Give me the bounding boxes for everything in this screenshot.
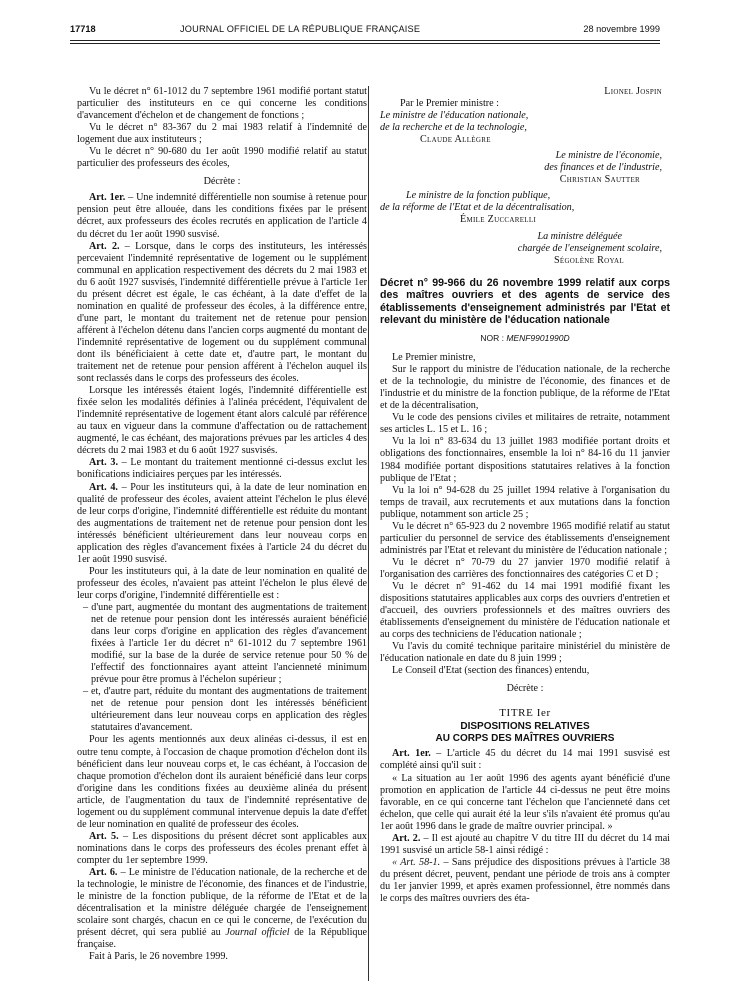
visa-paragraph: Vu le décret n° 83-367 du 2 mai 1983 relatif à l'indemnité de logement due aux instituteurs ; <box>77 122 367 146</box>
quoted-paragraph: « La situation au 1er août 1996 des agents ayant bénéficié d'une promotion en application de l'article 44 ci-dessus ne peut être moins favorable, en ce qui concerne tant l'échelon que l'ancienneté dans cet échelon, que celle qui aurait été la leur s'ils n'avaient été promus qu'au 1er août 1996 dans le grade de maître ouvrier principal. » <box>380 772 670 832</box>
signatory-role: de la recherche et de la technologie, <box>380 122 527 134</box>
article-label: Art. 1er. <box>392 748 431 760</box>
article-label: Art. 4. <box>89 481 118 493</box>
article-paragraph: Lorsque les intéressés étaient logés, l'indemnité différentielle est fixée selon les modalités définies à l'alinéa précédent, l'équivalent de l'indemnité représentative de logement étant alors calculé par référence au taux en vigueur dans la commune d'affectation ou de rattachement augmenté, le cas échéant, des majorations prévues par les articles 4 des décrets du 2 mai 1983 et du 6 août 1927 susvisés. <box>77 385 367 457</box>
article-label: Art. 2. <box>392 832 421 844</box>
signatory-role: Le ministre de l'éducation nationale, <box>380 110 529 122</box>
list-item: – et, d'autre part, réduite du montant des augmentations de traitement net de retenue pour pension dont les intéressés bénéficient ultérieurement dans leur nouveau corps en application des règles statutaires d'avancement. <box>83 686 367 734</box>
article-5: Art. 5. – Les dispositions du présent décret sont applicables aux nominations dans le corps des professeurs des écoles prenant effet à compter du 1er septembre 1999. <box>77 830 367 866</box>
decrete-heading: Décrète : <box>506 683 544 695</box>
nor-reference: NOR : MENF9901990D <box>480 333 570 344</box>
titre-subheading: AU CORPS DES MAÎTRES OUVRIERS <box>435 733 615 745</box>
signatory-name: Émile Zuccarelli <box>460 214 537 226</box>
visa-paragraph: Vu la loi n° 94-628 du 25 juillet 1994 relative à l'organisation du temps de travail, aux recrutements et aux mutations dans la fonction publique, notamment son article 25 ; <box>380 484 670 520</box>
header-rule-bottom <box>70 43 660 44</box>
visa-paragraph: Vu le code des pensions civiles et militaires de retraite, notamment ses articles L. 15 et L. 16 ; <box>380 412 670 436</box>
list-item: – d'une part, augmentée du montant des augmentations de traitement net de retenue pour pension dont les intéressés auraient bénéficié dans leur corps d'origine en application des règles d'avancement fixées à l'article 1er du décret n° 61-1012 du 7 septembre 1961 modifié, sur la base de la durée de service retenue pour 50 % de l'effectif des fonctionnaires ayant atteint l'ancienneté minimum prévue pour être promus à l'échelon supérieur ; <box>83 601 367 686</box>
article-label: Art. 6. <box>89 867 118 878</box>
article-label: Art. 1er. <box>89 192 126 204</box>
journal-title: JOURNAL OFFICIEL DE LA RÉPUBLIQUE FRANÇAISE <box>180 24 421 34</box>
article-2: Art. 2. – Il est ajouté au chapitre V du titre III du décret du 14 mai 1991 susvisé un article 58-1 ainsi rédigé : <box>380 832 670 856</box>
preamble-line: Le Premier ministre, <box>392 352 476 364</box>
page-number: 17718 <box>70 24 96 34</box>
article-1: Art. 1er. – L'article 45 du décret du 14 mai 1991 susvisé est complété ainsi qu'il suit : <box>380 748 670 772</box>
article-3: Art. 3. – Le montant du traitement mentionné ci-dessus exclut les bonifications indiciaires perçues par les intéressés. <box>77 457 367 481</box>
visa-paragraph: Vu le décret n° 61-1012 du 7 septembre 1961 modifié portant statut particulier des instituteurs en ce qui concerne les conditions d'avancement d'échelon et de changement de fonctions ; <box>77 86 367 122</box>
signatory-name: Christian Sautter <box>559 174 640 186</box>
visa-paragraph: Vu le décret n° 90-680 du 1er août 1990 modifié relatif au statut particulier des professeurs des écoles, <box>77 146 367 170</box>
visa-paragraph: Vu le décret n° 70-79 du 27 janvier 1970 modifié relatif à l'organisation des carrières des fonctionnaires des catégories C et D ; <box>380 556 670 580</box>
page-header <box>70 24 660 38</box>
titre-subheading: DISPOSITIONS RELATIVES <box>460 721 590 733</box>
decree-title: Décret n° 99-966 du 26 novembre 1999 relatif aux corps des maîtres ouvriers et des agents de service des établissements d'enseignement administrés par l'Etat et relevant du ministère de l'éducation nationale <box>380 276 670 327</box>
signatory-role: Le ministre de l'économie, <box>555 150 662 162</box>
article-label: Art. 3. <box>89 457 118 469</box>
column-divider <box>368 86 369 981</box>
article-4: Art. 4. – Pour les instituteurs qui, à la date de leur nomination en qualité de professeur des écoles, avaient atteint l'échelon le plus élevé de leur corps d'origine, l'indemnité différentielle est réduite du montant des augmentations de traitement net de retenue pour pension dont les intéressés bénéficient ultérieurement dans leur nouveau corps en application des règles d'avancement fixées à l'article 24 du décret du 1er août 1990 susvisé. <box>77 481 367 565</box>
article-label: Art. 2. <box>89 240 120 252</box>
right-column <box>380 86 670 905</box>
article-label: Art. 5. <box>89 830 119 842</box>
signatory-role: de la réforme de l'Etat et de la décentralisation, <box>380 202 575 214</box>
visa-paragraph: Vu le décret n° 65-923 du 2 novembre 1965 modifié relatif au statut particulier du personnel de service des établissements d'enseignement administrés par l'Etat et relevant du ministère de l'éducation nationale ; <box>380 520 670 556</box>
signatory-name: Lionel Jospin <box>604 86 662 97</box>
signatory-role: Par le Premier ministre : <box>400 98 499 110</box>
signatory-role: La ministre déléguée <box>537 230 622 242</box>
article-1: Art. 1er. – Une indemnité différentielle non soumise à retenue pour pension peut être allouée, dans les conditions fixées par le présent décret, aux professeurs des écoles recrutés en application de l'article 4 du décret du 1er août 1990 susvisé. <box>77 192 367 240</box>
article-paragraph: Pour les instituteurs qui, à la date de leur nomination en qualité de professeur des écoles, n'avaient pas atteint l'échelon le plus élevé de leur corps d'origine, l'indemnité différentielle est : <box>77 565 367 601</box>
signatory-role: Le ministre de la fonction publique, <box>406 190 551 202</box>
signatory-role: chargée de l'enseignement scolaire, <box>517 242 662 254</box>
signatory-name: Ségolène Royal <box>553 254 624 266</box>
signatory-role: des finances et de l'industrie, <box>544 162 662 174</box>
article-6: Art. 6. – Le ministre de l'éducation nationale, de la recherche et de la technologie, le ministre de l'économie, des finances et de l'industrie, le ministre de la fonction publique, de la réforme de l'Etat et de la décentralisation et la ministre déléguée chargée de l'enseignement scolaire sont chargés, chacun en ce qui le concerne, de l'exécution du présent décret, qui sera publié au Journal officiel de la République française. <box>77 867 368 951</box>
article-label: « Art. 58-1. <box>392 856 441 868</box>
article-paragraph: Pour les agents mentionnés aux deux alinéas ci-dessus, il est en outre tenu compte, à l'occasion de chaque promotion d'échelon dont ils bénéficient dans leur nouveau corps et, le cas échéant, à l'occasion de chaque promotion d'échelon dont ils auraient bénéficié dans leur corps d'origine dans les conditions fixées au deuxième alinéa du présent article, de l'augmentation du taux de l'indemnité représentative de logement ou du supplément communal intervenue depuis la date d'effet de leur nomination en qualité de professeur des écoles. <box>77 734 367 830</box>
visa-paragraph: Vu le décret n° 91-462 du 14 mai 1991 modifié fixant les dispositions statutaires applicables aux corps des ouvriers d'entretien et d'accueil, des ouvriers professionnels et des maîtres ouvriers des établissements d'enseignement du ministère de l'éducation nationale et au corps des techniciens de l'éducation nationale ; <box>380 580 670 641</box>
journal-officiel-italic: Journal officiel <box>225 927 290 939</box>
article-2: Art. 2. – Lorsque, dans le corps des instituteurs, les intéressés percevaient l'indemnité représentative de logement ou le supplément communal en application respectivement des décrets du 2 mai 1983 et du 6 août 1927 susvisés, l'indemnité différentielle prévue à l'article 1er du présent décret est égale, le cas échéant, à la date d'effet de la nomination en qualité de professeur des écoles, à la différence entre, d'une part, le montant du traitement net de retenue pour pension afférent à l'échelon détenu dans l'ancien corps augmenté du montant de l'indemnité représentative de logement ou du supplément communal dont ils bénéficiaient à cette date et, d'autre part, le montant du traitement net de retenue pour pension afférent à l'échelon auquel ils sont reclassés dans le corps des professeurs des écoles. <box>77 240 367 385</box>
signatory-name: Claude Allègre <box>420 134 491 146</box>
publication-date: 28 novembre 1999 <box>583 24 660 34</box>
signature-place-date: Fait à Paris, le 26 novembre 1999. <box>89 951 228 963</box>
visa-paragraph: Vu la loi n° 83-634 du 13 juillet 1983 modifiée portant droits et obligations des fonctionnaires, ensemble la loi n° 84-16 du 11 janvier 1984 modifiée portant dispositions statutaires relatives à la fonction publique de l'Etat ; <box>380 436 670 484</box>
visa-paragraph: Vu l'avis du comité technique paritaire ministériel du ministère de l'éducation nationale en date du 8 juin 1999 ; <box>380 641 670 665</box>
decrete-heading: Décrète : <box>203 176 241 188</box>
titre-heading: TITRE Ier <box>499 707 551 720</box>
left-column <box>77 86 367 963</box>
header-rule-top <box>70 40 660 41</box>
visa-paragraph: Le Conseil d'Etat (section des finances) entendu, <box>392 665 590 677</box>
visa-paragraph: Sur le rapport du ministre de l'éducation nationale, de la recherche et de la technologie, du ministre de l'économie, des finances et de l'industrie et du ministre de la fonction publique, de la réforme de l'Etat et de la décentralisation, <box>380 364 670 412</box>
quoted-paragraph: « Art. 58-1. – Sans préjudice des dispositions prévues à l'article 38 du présent décret, peuvent, pendant une période de trois ans à compter du 1er janvier 1999, et après examen professionnel, être nommés dans le corps des maîtres ouvriers des éta- <box>380 856 670 904</box>
